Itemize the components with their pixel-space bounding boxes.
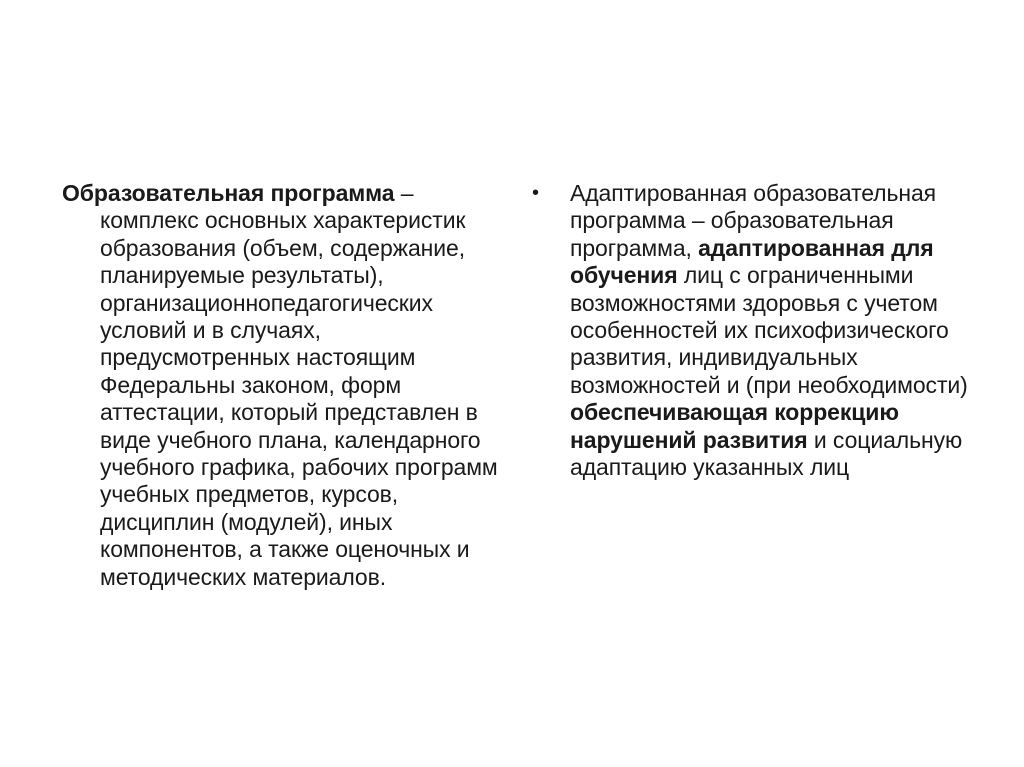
adapted-text-part1: Адаптированная образовательная программа – образовательная программа, <box>570 180 937 261</box>
adapted-program-definition <box>532 180 972 481</box>
right-column <box>532 180 972 481</box>
left-column <box>62 180 502 591</box>
educational-program-definition <box>62 180 502 591</box>
definition-text: – комплекс основных характеристик образования (объем, содержание, планируемые результаты), организационнопедагогических условий и в случаях, предусмотренных настоящим Федеральны законом, форм аттестации, который представлен в виде учебного плана, календарного учебного графика, рабочих программ учебных предметов, курсов, дисциплин (модулей), иных компонентов, а также оценочных и методических материалов. <box>100 180 498 590</box>
term-educational-program: Образовательная программа <box>62 180 395 206</box>
adapted-text-part3: и социальную адаптацию указанных лиц <box>570 426 963 481</box>
adapted-text-part2: лиц с ограниченными возможностями здоровья с учетом особенностей их психофизического развития, индивидуальных возможностей и (при необходимости) <box>570 262 968 398</box>
bullet-icon: • <box>532 182 539 204</box>
adapted-bold-part2: обеспечивающая коррекцию нарушений развития <box>570 399 899 453</box>
adapted-bold-part1: адаптированная для обучения <box>570 234 934 289</box>
